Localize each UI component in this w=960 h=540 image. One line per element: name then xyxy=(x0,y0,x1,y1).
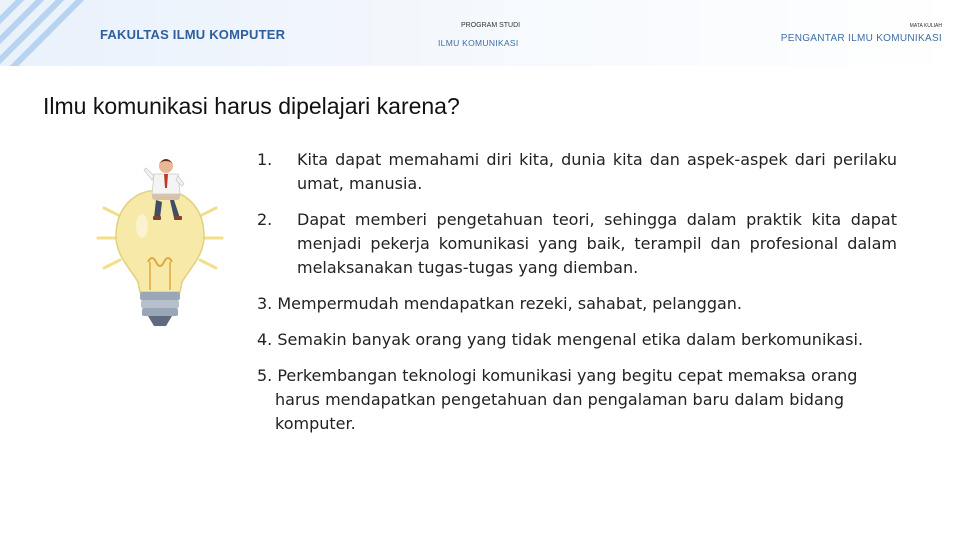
course-value: PENGANTAR ILMU KOMUNIKASI xyxy=(780,33,942,44)
item-text: Kita dapat memahami diri kita, dunia kita dan aspek-aspek dari perilaku umat, manusia. xyxy=(297,150,897,193)
faculty-name: FAKULTAS ILMU KOMPUTER xyxy=(100,27,286,42)
item-number: 2. xyxy=(257,210,273,229)
list-item xyxy=(257,148,897,196)
lightbulb-person-illustration xyxy=(90,150,230,340)
list-item: 4. Semakin banyak orang yang tidak mengenal etika dalam berkomunikasi. xyxy=(257,330,864,349)
item-number: 1. xyxy=(257,150,273,169)
header-banner xyxy=(0,0,960,66)
program-value: ILMU KOMUNIKASI xyxy=(438,38,519,48)
list-item: 3. Mempermudah mendapatkan rezeki, sahabat, pelanggan. xyxy=(257,294,742,313)
slide-title: Ilmu komunikasi harus dipelajari karena? xyxy=(43,93,460,119)
program-label: PROGRAM STUDI xyxy=(461,22,521,29)
reasons-list xyxy=(257,148,897,448)
item-text: Dapat memberi pengetahuan teori, sehingga dalam praktik kita dapat menjadi pekerja komunikasi yang baik, terampil dan profesional dalam melaksanakan tugas-tugas yang diemban. xyxy=(297,210,897,277)
list-item xyxy=(257,208,897,280)
list-item: 5. Perkembangan teknologi komunikasi yang begitu cepat memaksa orang harus mendapatkan pengetahuan dan pengalaman baru dalam bidang komputer. xyxy=(257,366,858,433)
course-label: MATA KULIAH xyxy=(909,23,942,29)
